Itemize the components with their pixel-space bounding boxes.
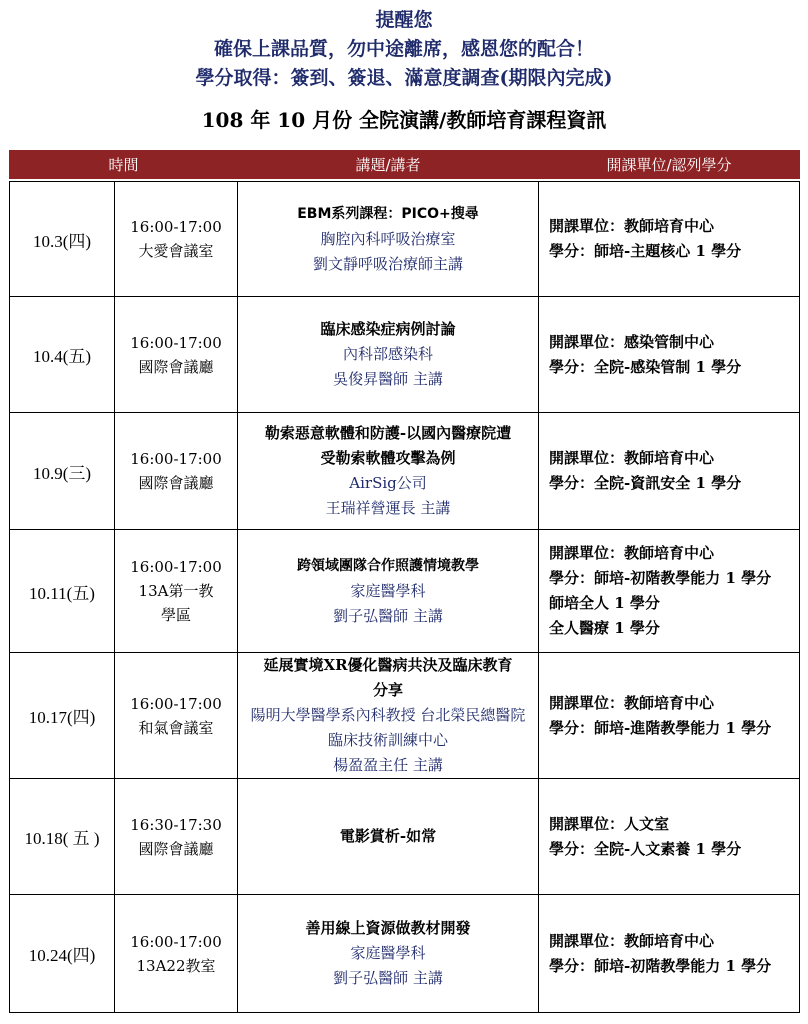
- table-row: [10, 895, 800, 1013]
- header-time: 時間: [10, 151, 238, 179]
- row-unit-line: 開課單位：教師培育中心: [549, 693, 715, 712]
- row-topic: [238, 182, 539, 297]
- row-unit-line: 學分：師培-初階教學能力 1 學分: [549, 956, 772, 975]
- row-topic: [238, 779, 539, 895]
- row-topic: [238, 413, 539, 530]
- row-time: 16:00-17:00: [130, 558, 222, 576]
- table-row: [10, 182, 800, 297]
- row-unit-line: 開課單位：教師培育中心: [549, 217, 715, 235]
- row-unit: [539, 895, 800, 1013]
- row-location: 國際會議廳: [138, 357, 214, 376]
- row-time-location: [115, 895, 238, 1013]
- row-title: 臨床感染症病例討論: [320, 320, 456, 338]
- row-time-location: [115, 653, 238, 779]
- row-title: 善用線上資源做教材開發: [305, 919, 471, 937]
- row-title: 勒索惡意軟體和防護-以國內醫療院遭受勒索軟體攻擊為例: [264, 424, 512, 467]
- row-unit-line: 開課單位：教師培育中心: [549, 449, 715, 467]
- row-speaker: 楊盈盈主任 主講: [333, 756, 443, 774]
- schedule-table: [9, 150, 800, 1013]
- table-row: [10, 530, 800, 653]
- row-speaker: 內科部感染科: [343, 345, 434, 363]
- header-topic: 講題/講者: [238, 151, 539, 179]
- row-unit-line: 學分：全院-人文素養 1 學分: [549, 839, 742, 858]
- row-time-location: [115, 779, 238, 895]
- row-unit-line: 開課單位：教師培育中心: [549, 544, 715, 562]
- row-speaker: AirSig公司: [349, 474, 427, 492]
- row-speaker: 胸腔內科呼吸治療室: [320, 229, 456, 248]
- row-title: 跨領域團隊合作照護情境教學: [297, 557, 480, 574]
- row-speaker: 家庭醫學科: [350, 581, 426, 600]
- row-unit-line: 全人醫療 1 學分: [549, 619, 660, 637]
- row-speaker: 劉子弘醫師 主講: [333, 606, 443, 625]
- row-unit-line: 學分：師培-進階教學能力 1 學分: [549, 718, 772, 737]
- row-location: 大愛會議室: [138, 242, 214, 260]
- reminder-credit-note: 學分取得：簽到、簽退、滿意度調查(期限內完成): [195, 67, 613, 89]
- row-unit-line: 師培全人 1 學分: [549, 594, 660, 612]
- row-topic: [238, 530, 539, 653]
- table-row: [10, 653, 800, 779]
- row-unit: [539, 653, 800, 779]
- row-speaker: 陽明大學醫學系內科教授 台北榮民總醫院臨床技術訓練中心: [250, 706, 526, 749]
- row-time: 16:00-17:00: [130, 218, 222, 236]
- row-location: 和氣會議室: [138, 718, 214, 737]
- reminder-quality-note: 確保上課品質，勿中途離席，感恩您的配合！: [213, 38, 594, 60]
- schedule-header-row: [10, 151, 800, 179]
- row-location: 13A22教室: [136, 956, 216, 975]
- row-speaker: 吳俊昇醫師 主講: [333, 370, 443, 388]
- row-unit-line: 學分：師培-主題核心 1 學分: [549, 242, 742, 260]
- row-time: 16:00-17:00: [130, 694, 222, 713]
- row-speaker: 劉子弘醫師 主講: [333, 969, 443, 987]
- row-title: 延展實境XR優化醫病共決及臨床教育分享: [263, 656, 513, 699]
- row-time-location: [115, 182, 238, 297]
- row-date: 10.4(五): [10, 297, 115, 413]
- row-time-location: [115, 413, 238, 530]
- row-date: 10.18( 五 ): [10, 779, 115, 895]
- row-title: 電影賞析-如常: [339, 827, 437, 845]
- row-unit: [539, 530, 800, 653]
- row-time: 16:00-17:00: [130, 333, 222, 352]
- row-location: 國際會議廳: [138, 839, 214, 858]
- row-unit: [539, 297, 800, 413]
- schedule-title: 108 年 10 月份 全院演講/教師培育課程資訊: [201, 108, 607, 132]
- table-row: [10, 297, 800, 413]
- row-location: 13A第一教學區: [138, 582, 214, 624]
- row-topic: [238, 653, 539, 779]
- row-speaker: 王瑞祥營運長 主講: [325, 499, 451, 517]
- row-unit-line: 開課單位：感染管制中心: [549, 332, 715, 351]
- table-row: [10, 779, 800, 895]
- row-date: 10.24(四): [10, 895, 115, 1013]
- row-title: EBM系列課程：PICO+搜尋: [297, 205, 479, 222]
- row-date: 10.17(四): [10, 653, 115, 779]
- reminder-block: [0, 0, 808, 93]
- row-time: 16:00-17:00: [130, 450, 222, 468]
- row-date: 10.9(三): [10, 413, 115, 530]
- row-unit: [539, 779, 800, 895]
- row-time: 16:00-17:00: [130, 932, 222, 951]
- table-row: [10, 413, 800, 530]
- row-speaker: 家庭醫學科: [350, 944, 426, 962]
- row-speaker: 劉文靜呼吸治療師主講: [313, 254, 464, 273]
- row-time-location: [115, 297, 238, 413]
- row-time-location: [115, 530, 238, 653]
- row-unit-line: 學分：師培-初階教學能力 1 學分: [549, 569, 772, 587]
- row-topic: [238, 895, 539, 1013]
- reminder-heading: 提醒您: [375, 9, 433, 31]
- row-unit: [539, 182, 800, 297]
- row-date: 10.11(五): [10, 530, 115, 653]
- row-time: 16:30-17:30: [130, 815, 222, 834]
- row-unit-line: 學分：全院-感染管制 1 學分: [549, 357, 742, 376]
- row-location: 國際會議廳: [138, 474, 214, 492]
- header-unit: 開課單位/認列學分: [539, 151, 800, 179]
- row-date: 10.3(四): [10, 182, 115, 297]
- row-unit-line: 開課單位：人文室: [549, 814, 670, 833]
- row-topic: [238, 297, 539, 413]
- row-unit-line: 開課單位：教師培育中心: [549, 931, 715, 950]
- row-unit-line: 學分：全院-資訊安全 1 學分: [549, 474, 742, 492]
- row-unit: [539, 413, 800, 530]
